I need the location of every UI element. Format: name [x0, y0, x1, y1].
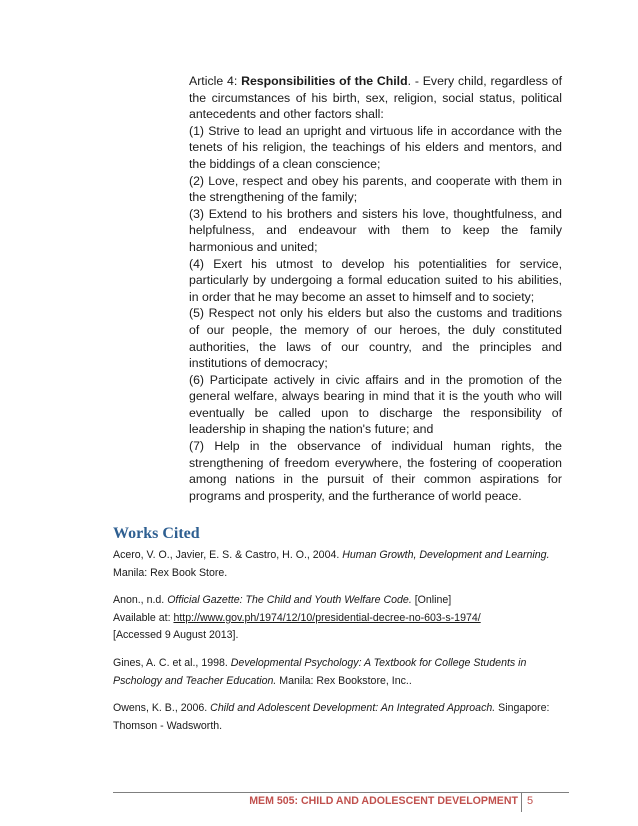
reference-author: Anon., n.d.	[113, 594, 168, 607]
reference-link[interactable]: http://www.gov.ph/1974/12/10/presidential-decree-no-603-s-1974/	[173, 611, 481, 624]
reference-title: Human Growth, Development and Learning.	[342, 549, 550, 561]
reference-available-label: Available at:	[113, 611, 174, 624]
reference-publisher: [Online]	[411, 594, 452, 607]
reference-title: Official Gazette: The Child and Youth Welfare Code.	[167, 594, 412, 607]
reference-publisher: Manila: Rex Book Store.	[113, 566, 228, 579]
article-intro	[189, 73, 562, 123]
reference-accessed: [Accessed 9 August 2013].	[113, 629, 239, 642]
article-heading: Responsibilities of the Child	[241, 74, 408, 88]
works-cited-list	[113, 547, 553, 745]
article-item-3: (3) Extend to his brothers and sisters his love, thoughtfulness, and helpfulness, and endeavour with them to keep the family harmonious and united;	[189, 206, 562, 254]
footer-course-title: MEM 505: CHILD AND ADOLESCENT DEVELOPMENT	[249, 795, 518, 807]
article-item-5: (5) Respect not only his elders but also the customs and traditions of our people, the memory of our heroes, the duly constituted authorities, the laws of our country, and the principles and institutions of democracy;	[189, 306, 562, 371]
reference-anon	[113, 592, 553, 645]
article-4-section	[189, 73, 562, 504]
reference-author: Gines, A. C. et al., 1998.	[113, 656, 231, 669]
reference-title: Child and Adolescent Development: An Integrated Approach.	[210, 702, 496, 715]
article-item-6: (6) Participate actively in civic affairs and in the promotion of the general welfare, always bearing in mind that it is the youth who will eventually be called upon to discharge the responsibility of leadership in shaping the nation's future; and	[189, 372, 562, 437]
reference-publisher: Singapore: Thomson - Wadsworth.	[113, 702, 550, 732]
article-item-4: (4) Exert his utmost to develop his potentialities for service, particularly by undergoing a formal education suited to his abilities, in order that he may become an asset to himself and to society;	[189, 256, 562, 304]
reference-author: Owens, K. B., 2006.	[113, 702, 211, 715]
article-prefix: Article 4:	[189, 74, 242, 88]
reference-publisher: Manila: Rex Bookstore, Inc..	[276, 674, 412, 687]
article-item-1: (1) Strive to lead an upright and virtuous life in accordance with the tenets of his religion, the teachings of his elders and mentors, and the biddings of a clean conscience;	[189, 123, 562, 171]
reference-acero	[113, 547, 553, 582]
footer-rule	[113, 792, 569, 793]
works-cited-heading: Works Cited	[113, 525, 200, 542]
article-intro-text: . - Every child, regardless of the circumstances of his birth, sex, religion, social status, political antecedents and other factors shall:	[189, 74, 562, 122]
reference-owens	[113, 700, 553, 735]
reference-author: Acero, V. O., Javier, E. S. & Castro, H. O., 2004.	[113, 549, 343, 561]
footer-separator	[521, 792, 522, 812]
reference-title: Developmental Psychology: A Textbook for College Students in Pschology and Teacher Education.	[113, 656, 527, 687]
page-number: 5	[527, 795, 534, 807]
article-item-2: (2) Love, respect and obey his parents, and cooperate with them in the strengthening of the family;	[189, 173, 562, 205]
article-item-7: (7) Help in the observance of individual human rights, the strengthening of freedom everywhere, the fostering of cooperation among nations in the pursuit of their common aspirations for programs and prosperity, and the furtherance of world peace.	[189, 439, 562, 503]
reference-gines	[113, 655, 553, 690]
